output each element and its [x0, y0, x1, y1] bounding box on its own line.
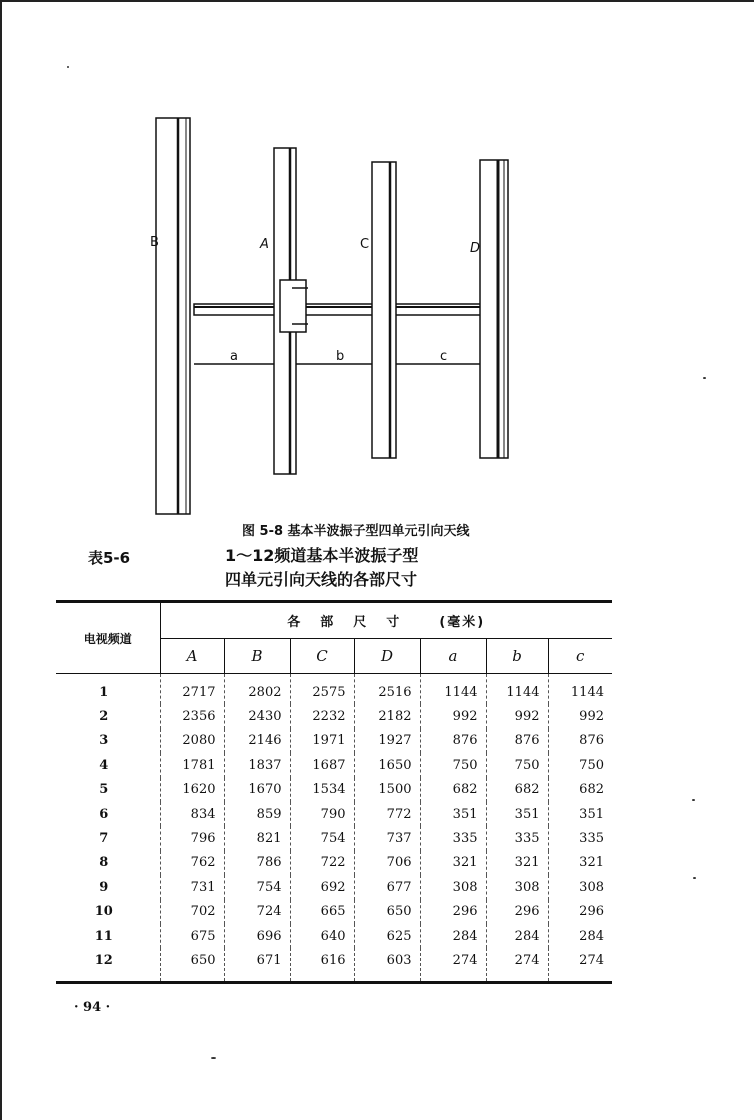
- cell-b-upper: 1670: [224, 778, 290, 802]
- cell-d-upper: 603: [354, 948, 420, 982]
- cell-a-lower: 682: [420, 778, 486, 802]
- cell-c-lower: 296: [548, 900, 612, 924]
- label-spacing-a: a: [230, 349, 238, 364]
- table-row: [56, 778, 612, 802]
- cell-a-upper: 762: [160, 851, 224, 875]
- cell-c-upper: 640: [290, 924, 354, 948]
- column-header-b-upper: B: [224, 639, 290, 674]
- cell-a-lower: 750: [420, 753, 486, 777]
- cell-a-upper: 796: [160, 826, 224, 850]
- cell-a-upper: 2080: [160, 729, 224, 753]
- cell-a-lower: 296: [420, 900, 486, 924]
- cell-c-upper: 1687: [290, 753, 354, 777]
- cell-b-lower: 274: [486, 948, 548, 982]
- cell-c-lower: 321: [548, 851, 612, 875]
- antenna-diagram: [140, 108, 540, 520]
- cell-a-lower: 1144: [420, 674, 486, 705]
- cell-a-upper: 2717: [160, 674, 224, 705]
- cell-a-lower: 284: [420, 924, 486, 948]
- cell-a-upper: 834: [160, 802, 224, 826]
- cell-c-upper: 1971: [290, 729, 354, 753]
- cell-channel: 3: [56, 729, 160, 753]
- column-header-c-lower: c: [548, 639, 612, 674]
- cell-d-upper: 772: [354, 802, 420, 826]
- cell-c-upper: 790: [290, 802, 354, 826]
- table-row: [56, 948, 612, 982]
- column-header-c-upper: C: [290, 639, 354, 674]
- column-header-a-lower: a: [420, 639, 486, 674]
- label-element-a: A: [260, 237, 269, 252]
- cell-a-upper: 731: [160, 875, 224, 899]
- cell-d-upper: 2516: [354, 674, 420, 705]
- cell-d-upper: 737: [354, 826, 420, 850]
- cell-b-lower: 682: [486, 778, 548, 802]
- cell-b-lower: 308: [486, 875, 548, 899]
- page-number: · 94 ·: [74, 1000, 111, 1015]
- cell-c-lower: 351: [548, 802, 612, 826]
- cell-c-upper: 665: [290, 900, 354, 924]
- cell-channel: 9: [56, 875, 160, 899]
- table-row: [56, 851, 612, 875]
- cell-d-upper: 2182: [354, 704, 420, 728]
- cell-b-lower: 351: [486, 802, 548, 826]
- cell-a-upper: 1620: [160, 778, 224, 802]
- cell-c-upper: 1534: [290, 778, 354, 802]
- cell-d-upper: 1650: [354, 753, 420, 777]
- column-header-d-upper: D: [354, 639, 420, 674]
- cell-b-lower: 296: [486, 900, 548, 924]
- cell-b-upper: 696: [224, 924, 290, 948]
- cell-c-lower: 1144: [548, 674, 612, 705]
- cell-c-upper: 754: [290, 826, 354, 850]
- cell-c-lower: 284: [548, 924, 612, 948]
- cell-c-lower: 682: [548, 778, 612, 802]
- table-title: [225, 544, 418, 592]
- cell-a-lower: 335: [420, 826, 486, 850]
- cell-a-lower: 876: [420, 729, 486, 753]
- cell-a-upper: 2356: [160, 704, 224, 728]
- cell-a-lower: 992: [420, 704, 486, 728]
- table-row: [56, 802, 612, 826]
- label-spacing-b: b: [336, 349, 345, 364]
- cell-c-upper: 692: [290, 875, 354, 899]
- header-channel: 电视频道: [56, 602, 160, 674]
- table-body: [56, 674, 612, 983]
- cell-d-upper: 1500: [354, 778, 420, 802]
- cell-a-upper: 650: [160, 948, 224, 982]
- table-row: [56, 704, 612, 728]
- cell-a-lower: 351: [420, 802, 486, 826]
- label-element-b: B: [150, 235, 159, 250]
- cell-c-lower: 992: [548, 704, 612, 728]
- figure-caption: 图 5-8 基本半波振子型四单元引向天线: [242, 524, 470, 539]
- boom-upper: [194, 304, 504, 315]
- cell-channel: 7: [56, 826, 160, 850]
- table-row: [56, 729, 612, 753]
- cell-c-lower: 750: [548, 753, 612, 777]
- label-element-d: D: [470, 241, 481, 256]
- cell-a-upper: 1781: [160, 753, 224, 777]
- antenna-figure: [140, 108, 540, 520]
- cell-a-lower: 274: [420, 948, 486, 982]
- cell-c-upper: 616: [290, 948, 354, 982]
- cell-b-upper: 671: [224, 948, 290, 982]
- cell-c-upper: 2232: [290, 704, 354, 728]
- table-row: [56, 900, 612, 924]
- header-unit: (毫米): [439, 615, 486, 630]
- cell-channel: 12: [56, 948, 160, 982]
- cell-c-lower: 308: [548, 875, 612, 899]
- scan-speck: [703, 377, 706, 379]
- cell-c-upper: 722: [290, 851, 354, 875]
- cell-channel: 5: [56, 778, 160, 802]
- element-d: [480, 160, 508, 458]
- cell-d-upper: 650: [354, 900, 420, 924]
- table-row: [56, 753, 612, 777]
- scan-speck: [211, 1057, 216, 1059]
- cell-b-upper: 859: [224, 802, 290, 826]
- label-spacing-c: c: [440, 349, 448, 364]
- cell-b-upper: 754: [224, 875, 290, 899]
- scan-speck: [67, 66, 69, 68]
- cell-c-lower: 274: [548, 948, 612, 982]
- scan-speck: [693, 877, 696, 879]
- cell-b-upper: 821: [224, 826, 290, 850]
- table-title-line-2: 四单元引向天线的各部尺寸: [225, 570, 418, 589]
- scan-left-edge: [0, 0, 2, 1120]
- cell-b-lower: 335: [486, 826, 548, 850]
- cell-b-upper: 2430: [224, 704, 290, 728]
- cell-d-upper: 706: [354, 851, 420, 875]
- cell-channel: 8: [56, 851, 160, 875]
- cell-b-lower: 876: [486, 729, 548, 753]
- header-dimensions-label: 各部尺寸: [287, 615, 420, 630]
- cell-c-lower: 876: [548, 729, 612, 753]
- table-row: [56, 924, 612, 948]
- cell-a-upper: 702: [160, 900, 224, 924]
- cell-b-lower: 992: [486, 704, 548, 728]
- element-b: [156, 118, 190, 514]
- table-title-line-1: 1～12频道基本半波振子型: [225, 546, 419, 565]
- table-row: [56, 875, 612, 899]
- cell-b-lower: 750: [486, 753, 548, 777]
- cell-d-upper: 625: [354, 924, 420, 948]
- cell-c-upper: 2575: [290, 674, 354, 705]
- table-row: [56, 674, 612, 705]
- cell-d-upper: 677: [354, 875, 420, 899]
- cell-channel: 6: [56, 802, 160, 826]
- cell-b-upper: 2802: [224, 674, 290, 705]
- cell-channel: 10: [56, 900, 160, 924]
- dimensions-table: [56, 600, 612, 984]
- cell-c-lower: 335: [548, 826, 612, 850]
- column-header-a-upper: A: [160, 639, 224, 674]
- element-a: [274, 148, 308, 474]
- cell-channel: 11: [56, 924, 160, 948]
- scan-speck: [692, 799, 695, 801]
- cell-d-upper: 1927: [354, 729, 420, 753]
- cell-a-lower: 321: [420, 851, 486, 875]
- table-number: 表5-6: [88, 549, 131, 567]
- cell-b-lower: 1144: [486, 674, 548, 705]
- label-element-c: C: [360, 237, 370, 252]
- column-header-b-lower: b: [486, 639, 548, 674]
- element-c: [372, 162, 396, 458]
- cell-a-lower: 308: [420, 875, 486, 899]
- cell-b-upper: 724: [224, 900, 290, 924]
- cell-channel: 4: [56, 753, 160, 777]
- table-row: [56, 826, 612, 850]
- cell-channel: 2: [56, 704, 160, 728]
- cell-channel: 1: [56, 674, 160, 705]
- scan-top-edge: [0, 0, 754, 2]
- cell-b-upper: 1837: [224, 753, 290, 777]
- cell-b-upper: 786: [224, 851, 290, 875]
- cell-b-lower: 284: [486, 924, 548, 948]
- cell-b-upper: 2146: [224, 729, 290, 753]
- cell-a-upper: 675: [160, 924, 224, 948]
- cell-b-lower: 321: [486, 851, 548, 875]
- header-dimensions: [160, 602, 612, 639]
